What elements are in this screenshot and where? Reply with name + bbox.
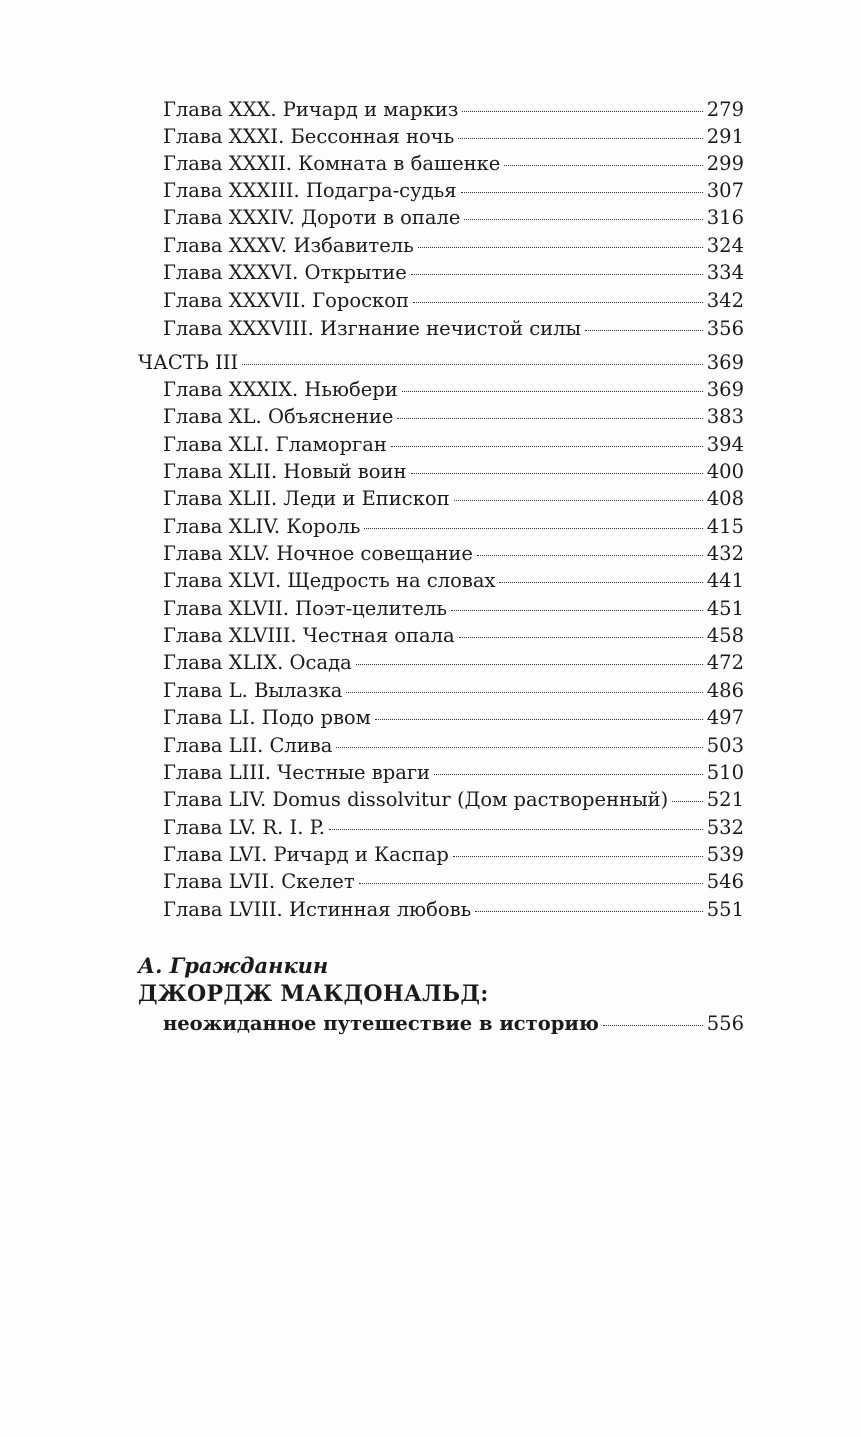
leader-dots (434, 774, 703, 775)
toc-entry (163, 97, 744, 123)
toc-entry-title: Глава XLII. Новый воин (163, 460, 407, 483)
leader-dots (336, 747, 702, 748)
toc-entry (163, 260, 744, 286)
toc-entry (163, 842, 744, 868)
toc-entry-page: 510 (706, 761, 744, 784)
toc-entry (163, 514, 744, 540)
toc-entry-title: Глава LV. R. I. P. (163, 816, 325, 839)
toc-entry-title: Глава XXXII. Комната в башенке (163, 152, 501, 175)
toc-entry-page: 324 (706, 234, 744, 257)
toc-entry-title: Глава LI. Подо рвом (163, 706, 371, 729)
toc-entry (163, 432, 744, 458)
toc-entry (163, 541, 744, 567)
toc-entry (163, 760, 744, 786)
toc-entry (163, 233, 744, 259)
toc-entry-title: Глава XL. Объяснение (163, 405, 394, 428)
leader-dots (672, 801, 703, 802)
toc-entry-page: 394 (706, 433, 744, 456)
toc-entry-page: 441 (706, 569, 744, 592)
toc-entry-title: Глава LVIII. Истинная любовь (163, 898, 472, 921)
leader-dots (458, 138, 702, 139)
toc-entry-page: 539 (706, 843, 744, 866)
toc-entry (163, 787, 744, 813)
toc-entry-title: Глава XLVII. Поэт-целитель (163, 597, 447, 620)
toc-entry-page: 532 (706, 816, 744, 839)
toc-entry-page: 291 (706, 125, 744, 148)
toc-entry-title: Глава LIV. Domus dissolvitur (Дом растворенный) (163, 788, 669, 811)
toc-entry (163, 733, 744, 759)
toc-entry (163, 623, 744, 649)
toc-entry (163, 377, 744, 403)
afterword-entry (163, 1011, 744, 1037)
toc-entry-title: Глава XXXIV. Дороти в опале (163, 206, 461, 229)
toc-entry (163, 178, 744, 204)
leader-dots (499, 582, 702, 583)
toc-entry (163, 205, 744, 231)
toc-entry-title: Глава XLII. Леди и Епископ (163, 487, 450, 510)
toc-entry-page: 356 (706, 317, 744, 340)
toc-entry-page: 458 (706, 624, 744, 647)
toc-entry (163, 678, 744, 704)
leader-dots (462, 111, 702, 112)
leader-dots (346, 692, 702, 693)
toc-entry (163, 897, 744, 923)
toc-entry-page: 497 (706, 706, 744, 729)
toc-entry-page: 383 (706, 405, 744, 428)
leader-dots (453, 856, 703, 857)
leader-dots (504, 165, 702, 166)
toc-entry-title: Глава XXX. Ричард и маркиз (163, 98, 459, 121)
toc-entry-title: Глава XLIV. Король (163, 515, 361, 538)
toc-entry-title: Глава XLVI. Щедрость на словах (163, 569, 496, 592)
leader-dots (391, 446, 703, 447)
toc-entry-page: 279 (706, 98, 744, 121)
toc-entry (163, 404, 744, 430)
toc-entry (163, 869, 744, 895)
toc-entry-page: 316 (706, 206, 744, 229)
leader-dots (475, 911, 703, 912)
toc-entry-title: Глава XXXVIII. Изгнание нечистой силы (163, 317, 582, 340)
toc-entry-title: Глава LII. Слива (163, 734, 333, 757)
leader-dots (413, 302, 703, 303)
leader-dots (242, 364, 703, 365)
toc-entry-title: Глава XXXI. Бессонная ночь (163, 125, 455, 148)
leader-dots (411, 274, 703, 275)
toc-entry-page: 486 (706, 679, 744, 702)
toc-entry-page: 521 (706, 788, 744, 811)
toc-entry (163, 316, 744, 342)
toc-entry (163, 486, 744, 512)
afterword-subtitle: неожиданное путешествие в историю (163, 1012, 599, 1035)
toc-entry (163, 596, 744, 622)
leader-dots (356, 664, 703, 665)
toc-entry-page: 342 (706, 289, 744, 312)
toc-entry (163, 151, 744, 177)
leader-dots (585, 330, 703, 331)
toc-entry-page: 432 (706, 542, 744, 565)
toc-entry-page: 334 (706, 261, 744, 284)
toc-entry-title: Глава L. Вылазка (163, 679, 343, 702)
toc-entry-title: Глава XXXVI. Открытие (163, 261, 407, 284)
leader-dots (397, 418, 702, 419)
toc-entry-page: 408 (706, 487, 744, 510)
toc-entry-page: 551 (706, 898, 744, 921)
toc-entry-page: 299 (706, 152, 744, 175)
toc-entry-page: 546 (706, 870, 744, 893)
leader-dots (451, 610, 703, 611)
toc-entry (163, 815, 744, 841)
leader-dots (359, 883, 703, 884)
toc-part-entry (138, 350, 744, 376)
toc-entry-page: 503 (706, 734, 744, 757)
toc-entry-page: 307 (706, 179, 744, 202)
toc-entry-page: 369 (706, 378, 744, 401)
toc-entry-page: 415 (706, 515, 744, 538)
leader-dots (477, 555, 703, 556)
toc-entry (163, 568, 744, 594)
leader-dots (364, 528, 702, 529)
toc-entry-title: Глава XLIX. Осада (163, 651, 352, 674)
afterword-page: 556 (706, 1012, 744, 1035)
toc-entry (163, 705, 744, 731)
toc-entry-page: 472 (706, 651, 744, 674)
toc-entry-title: Глава LVII. Скелет (163, 870, 355, 893)
toc-entry-title: Глава XXXVII. Гороскоп (163, 289, 409, 312)
toc-entry (163, 124, 744, 150)
leader-dots (454, 500, 703, 501)
toc-entry-title: Глава XLV. Ночное совещание (163, 542, 473, 565)
afterword-author: А. Гражданкин (138, 953, 329, 978)
toc-entry-page: 400 (706, 460, 744, 483)
leader-dots (464, 219, 702, 220)
toc-entry-title: Глава XLI. Гламорган (163, 433, 387, 456)
toc-entry-title: Глава XXXIX. Ньюбери (163, 378, 398, 401)
toc-entry (163, 650, 744, 676)
toc-part-page: 369 (706, 351, 744, 374)
leader-dots (411, 473, 703, 474)
toc-entry (163, 288, 744, 314)
afterword-heading: ДЖОРДЖ МАКДОНАЛЬД: (138, 981, 489, 1007)
leader-dots (459, 637, 703, 638)
leader-dots (329, 829, 703, 830)
leader-dots (418, 247, 703, 248)
leader-dots (375, 719, 703, 720)
toc-entry-title: Глава XLVIII. Честная опала (163, 624, 455, 647)
leader-dots (461, 192, 703, 193)
toc-entry-title: Глава LIII. Честные враги (163, 761, 431, 784)
toc-entry-title: Глава XXXIII. Подагра-судья (163, 179, 457, 202)
toc-entry-title: Глава LVI. Ричард и Каспар (163, 843, 449, 866)
toc-entry-title: Глава XXXV. Избавитель (163, 234, 414, 257)
leader-dots (402, 391, 703, 392)
leader-dots (603, 1025, 703, 1026)
toc-entry (163, 459, 744, 485)
toc-entry-page: 451 (706, 597, 744, 620)
toc-part-title: ЧАСТЬ III (138, 351, 239, 374)
